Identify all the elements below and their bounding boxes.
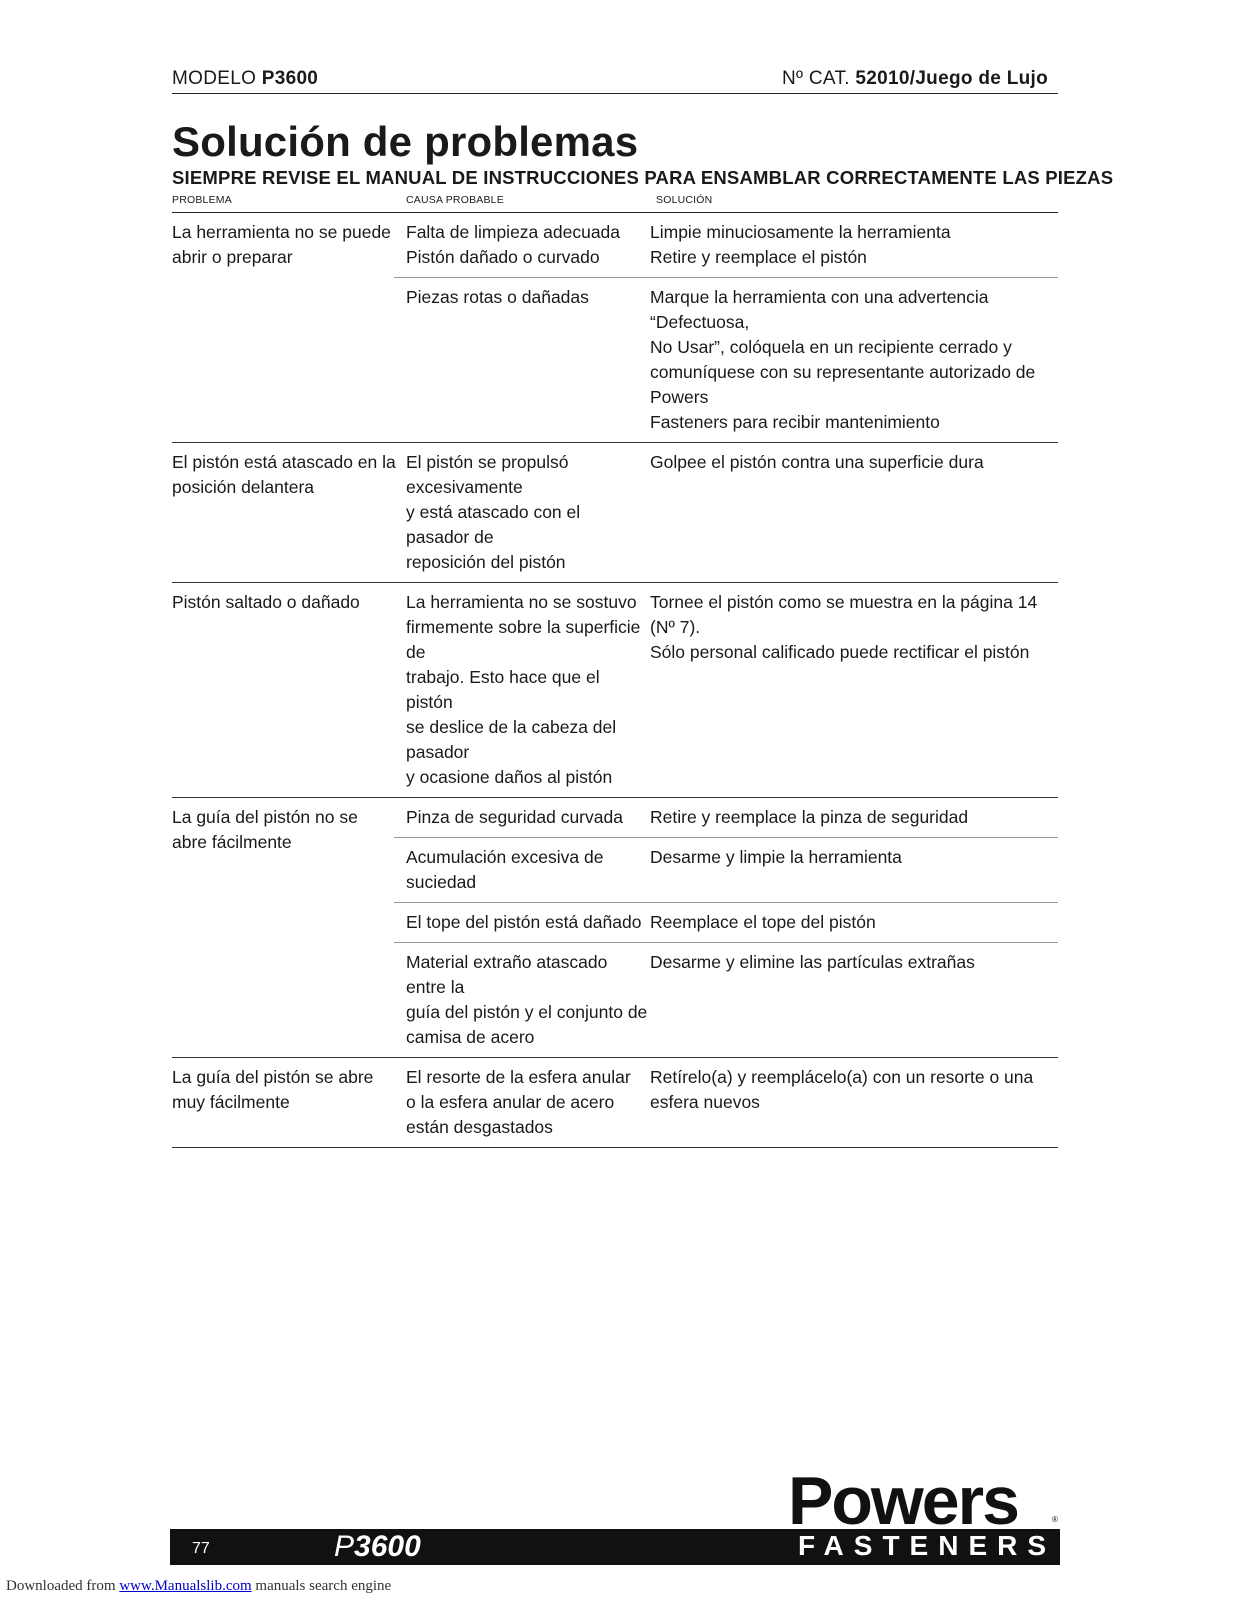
problem-text: Pistón saltado o dañado	[172, 592, 360, 612]
cause-text: Pinza de seguridad curvada	[406, 807, 623, 827]
model-prefix: MODELO	[172, 68, 262, 89]
table-row	[394, 798, 1058, 838]
solution-text: Desarme y elimine las partículas extrañas	[650, 952, 975, 972]
download-prefix: Downloaded from	[6, 1578, 120, 1594]
model-label	[172, 68, 318, 90]
table-row	[394, 583, 1058, 797]
solution-text: Golpee el pistón contra una superficie dura	[650, 452, 984, 472]
problem-text: La guía del pistón se abre muy fácilmente	[172, 1067, 374, 1112]
manualslib-link[interactable]: www.Manualslib.com	[119, 1578, 252, 1594]
catalog-label	[782, 68, 1048, 90]
cause-text: Piezas rotas o dañadas	[406, 287, 589, 307]
problem-group	[172, 798, 1058, 1058]
cause-text: El pistón se propulsó excesivamente y está atascado con el pasador de reposición del pistón	[406, 452, 581, 572]
table-row	[394, 278, 1058, 442]
footer-model-number: 3600	[354, 1530, 421, 1563]
cause-text: El resorte de la esfera anular o la esfera anular de acero están desgastados	[406, 1067, 631, 1137]
problem-text: El pistón está atascado en la posición delantera	[172, 452, 396, 497]
powers-logo: Powers	[788, 1463, 1018, 1539]
cause-text: La herramienta no se sostuvo firmemente sobre la superficie de trabajo. Esto hace que el pistón se deslice de la cabeza del pasador y ocasione daños al pistón	[406, 592, 641, 787]
column-header-cause: CAUSA PROBABLE	[406, 194, 504, 206]
table-row	[394, 1058, 1058, 1147]
solution-text: Tornee el pistón como se muestra en la página 14 (Nº 7). Sólo personal calificado puede rectificar el pistón	[650, 592, 1038, 662]
page-header	[172, 68, 1058, 94]
troubleshooting-table	[172, 213, 1058, 1148]
page-number: 77	[192, 1540, 210, 1557]
solution-text: Retire y reemplace la pinza de seguridad	[650, 807, 969, 827]
model-value: P3600	[261, 68, 319, 89]
problem-text: La guía del pistón no se abre fácilmente	[172, 807, 358, 852]
problem-group	[172, 583, 1058, 798]
problem-group	[172, 1058, 1058, 1148]
page-title: Solución de problemas	[172, 118, 639, 165]
footer-model	[334, 1530, 421, 1564]
solution-text: Limpie minuciosamente la herramienta Retire y reemplace el pistón	[650, 222, 951, 267]
footer-model-letter: P	[334, 1530, 355, 1563]
table-row	[394, 838, 1058, 903]
column-header-solution: SOLUCIÓN	[656, 194, 713, 206]
problem-text: La herramienta no se puede abrir o preparar	[172, 222, 391, 267]
fasteners-logo-text: FASTENERS	[798, 1530, 1057, 1561]
table-row	[394, 443, 1058, 582]
table-row	[394, 943, 1058, 1057]
catalog-value: 52010/Juego de Lujo	[855, 68, 1048, 89]
registered-mark: ®	[1052, 1515, 1058, 1524]
catalog-prefix: Nº CAT.	[782, 68, 856, 89]
table-row	[394, 213, 1058, 278]
solution-text: Retírelo(a) y reemplácelo(a) con un resorte o una esfera nuevos	[650, 1067, 1034, 1112]
solution-text: Desarme y limpie la herramienta	[650, 847, 902, 867]
solution-text: Reemplace el tope del pistón	[650, 912, 876, 932]
solution-text: Marque la herramienta con una advertencia “Defectuosa, No Usar”, colóquela en un recipiente cerrado y comuníquese con su representante autorizado de Powers Fasteners para recibir mantenimiento	[650, 287, 1036, 432]
cause-text: Falta de limpieza adecuada Pistón dañado o curvado	[406, 222, 621, 267]
column-header-problem: PROBLEMA	[172, 194, 232, 206]
table-row	[394, 903, 1058, 943]
download-suffix: manuals search engine	[251, 1578, 392, 1594]
page-subtitle: SIEMPRE REVISE EL MANUAL DE INSTRUCCIONES PARA ENSAMBLAR CORRECTAMENTE LAS PIEZAS	[172, 167, 1114, 188]
cause-text: Material extraño atascado entre la guía del pistón y el conjunto de camisa de acero	[406, 952, 648, 1047]
download-note	[6, 1578, 391, 1595]
cause-text: Acumulación excesiva de suciedad	[406, 847, 604, 892]
problem-group	[172, 213, 1058, 443]
cause-text: El tope del pistón está dañado	[406, 912, 642, 932]
problem-group	[172, 443, 1058, 583]
